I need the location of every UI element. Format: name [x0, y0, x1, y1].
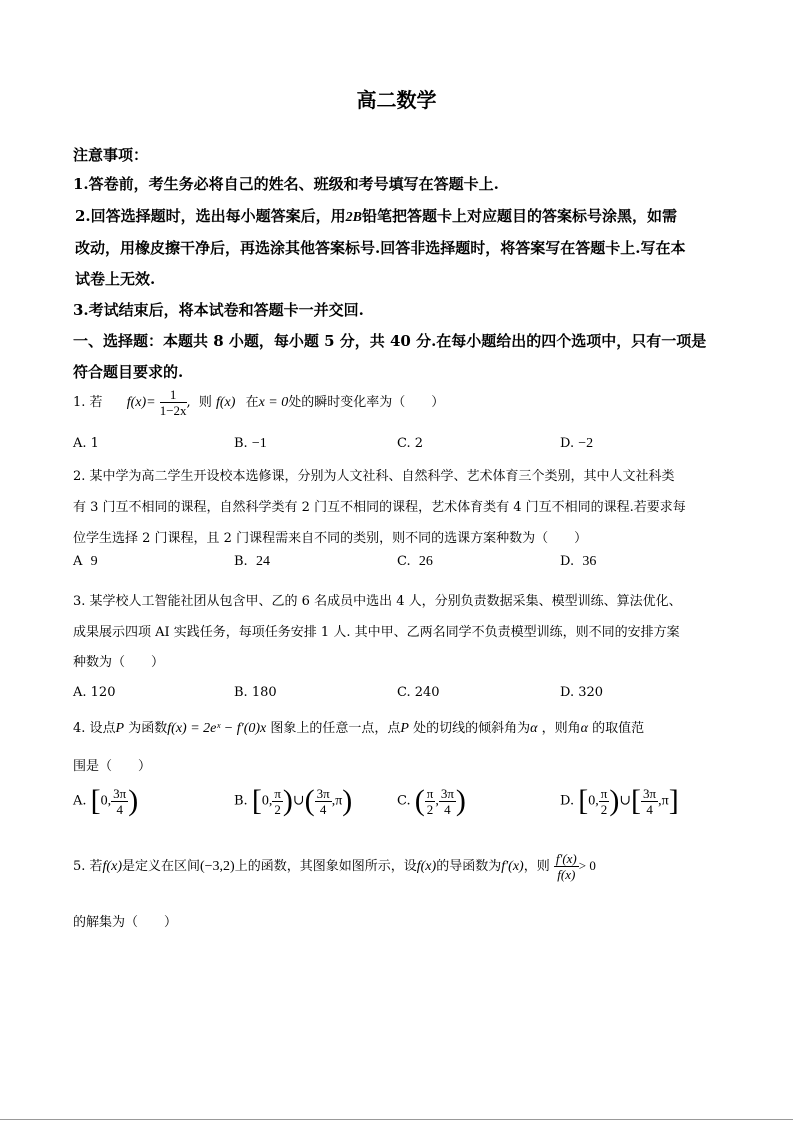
section-header-line-1: 一、选择题：本题共 8 小题，每小题 5 分，共 40 分.在每小题给出的四个选项中，只有一项是: [73, 332, 707, 350]
question-3-line-1: 3. 某学校人工智能社团从包含甲、乙的 6 名成员中选出 4 人，分别负责数据采集、模型训练、算法优化、: [73, 594, 682, 609]
notice-item-2-line-3: 试卷上无效.: [75, 270, 156, 288]
notice-item-2-line-1: 2.回答选择题时，选出每小题答案后，用2B铅笔把答题卡上对应题目的答案标号涂黑，如需: [75, 207, 678, 225]
question-2-line-3: 位学生选择 2 门课程，且 2 门课程需来自不同的类别，则不同的选课方案种数为（ ）: [73, 531, 588, 546]
q3-option-a: A. 120: [73, 685, 116, 700]
q4-option-a: A. [0, $\frac{3\pi}{4}$ ): [73, 784, 139, 817]
q3-option-c: C. 240: [397, 685, 440, 700]
question-3-line-2: 成果展示四项 AI 实践任务，每项任务安排 1 人. 其中甲、乙两名同学不负责模型训练，则不同的安排方案: [73, 625, 680, 640]
notice-heading: 注意事项：: [73, 146, 149, 164]
q4-option-c: C. ( $\frac{\pi}{2}$ , $\frac{3\pi}{4}$ ): [397, 784, 466, 817]
page-bottom-rule: [0, 1119, 793, 1120]
question-4-line-1: 4. 设点P 为函数f(x) = 2eˣ − f′(0)x 图象上的任意一点，点P 处的切线的倾斜角为α ，则角α 的取值范: [73, 721, 645, 736]
q2-option-b: B. 24: [234, 554, 270, 569]
q2-option-a: A 9: [73, 554, 98, 569]
q1-fraction: $\frac{1}{1-2x}$: [159, 387, 187, 418]
q1-option-d: D. −2: [560, 436, 594, 451]
q1-option-b: B. −1: [234, 436, 267, 451]
q3-option-b: B. 180: [234, 685, 277, 700]
q2-option-d: D. 36: [560, 554, 597, 569]
notice-item-1: 1.答卷前，考生务必将自己的姓名、班级和考号填写在答题卡上.: [73, 175, 499, 193]
q2-option-c: C. 26: [397, 554, 433, 569]
question-2-line-2: 有 3 门互不相同的课程，自然科学类有 2 门互不相同的课程，艺术体育类有 4 门互不相同的课程.若要求每: [73, 500, 686, 515]
question-4-line-2: 围是（ ）: [73, 759, 152, 774]
q1-option-a: A. 1: [73, 436, 99, 451]
question-3-line-3: 种数为（ ）: [73, 655, 165, 670]
page-title: 高二数学: [356, 88, 437, 112]
question-1-stem: 1. 若 f(x)= $\frac{1}{1-2x}$ , 则 f(x) 在x = 0处的瞬时变化率为（ ）: [73, 387, 445, 418]
q4-option-b: B. [0, $\frac{\pi}{2}$ )∪( $\frac{3\pi}{4}$ ,π): [234, 784, 353, 817]
question-5-line-1: 5. 若f(x)是定义在区间(−3,2)上的函数，其图象如图所示，设f(x)的导函数为f′(x)，则 $\frac{f'(x)}{f(x)}$ > 0: [73, 851, 596, 882]
question-5-line-2: 的解集为（ ）: [73, 915, 178, 930]
q3-option-d: D. 320: [560, 685, 604, 700]
notice-item-2-line-2: 改动，用橡皮擦干净后，再选涂其他答案标号.回答非选择题时，将答案写在答题卡上.写在本: [75, 239, 686, 257]
section-header-line-2: 符合题目要求的.: [73, 363, 184, 381]
q1-option-c: C. 2: [397, 436, 424, 451]
q4-option-d: D. [0, $\frac{\pi}{2}$ )∪[ $\frac{3\pi}{4}$ ,π]: [560, 784, 679, 817]
notice-item-3: 3.考试结束后，将本试卷和答题卡一并交回.: [73, 301, 364, 319]
question-2-line-1: 2. 某中学为高二学生开设校本选修课，分别为人文社科、自然科学、艺术体育三个类别，其中人文社科类: [73, 469, 675, 484]
